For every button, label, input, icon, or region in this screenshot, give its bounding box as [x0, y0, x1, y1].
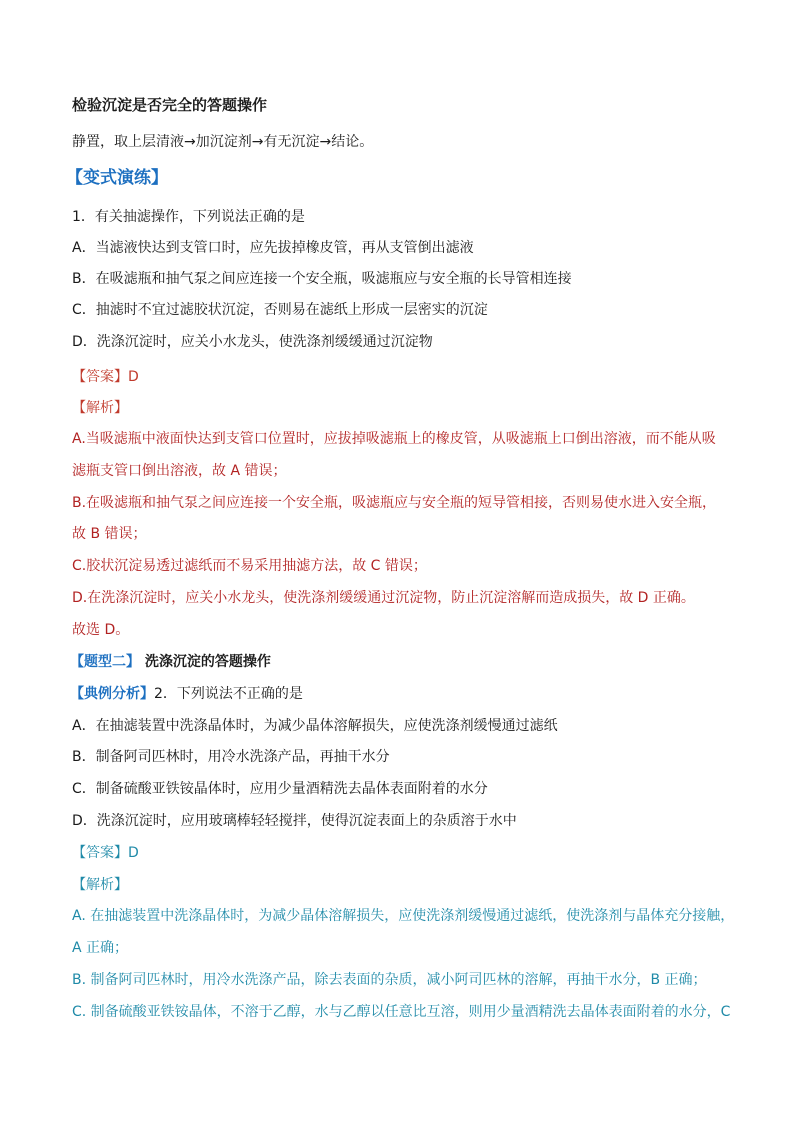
- q2-analysis-line: A 正确；: [72, 940, 129, 956]
- type2-tag: 【题型二】: [70, 654, 140, 670]
- q2-answer: [72, 843, 139, 863]
- type2-title: 洗涤沉淀的答题操作: [140, 654, 271, 670]
- q1-analysis-line: 故 B 错误；: [72, 526, 147, 542]
- procedure-line: 静置，取上层清液→加沉淀剂→有无沉淀→结论。: [72, 134, 374, 150]
- q2-analysis-line: B. 制备阿司匹林时，用冷水洗涤产品，除去表面的杂质，减小阿司匹林的溶解，再抽干水分，B 正确；: [72, 972, 707, 988]
- q2-answer-value: D: [128, 845, 139, 861]
- q1-analysis-tag: 【解析】: [72, 400, 128, 416]
- q2-analysis-line: C. 制备硫酸亚铁铵晶体，不溶于乙醇，水与乙醇以任意比互溶，则用少量酒精洗去晶体表面附着的水分，C: [72, 1004, 731, 1020]
- q2-option-c: C．制备硫酸亚铁铵晶体时，应用少量酒精洗去晶体表面附着的水分: [72, 781, 488, 797]
- q2-analysis-line: A. 在抽滤装置中洗涤晶体时，为减少晶体溶解损失，应使洗涤剂缓慢通过滤纸，使洗涤剂与晶体充分接触，: [72, 908, 735, 924]
- q2-stem-line: [70, 684, 303, 704]
- q2-option-b: B．制备阿司匹林时，用冷水洗涤产品，再抽干水分: [72, 749, 390, 765]
- section-heading: 检验沉淀是否完全的答题操作: [72, 96, 268, 114]
- q1-option-a: A．当滤液快达到支管口时，应先拔掉橡皮管，再从支管倒出滤液: [72, 240, 474, 256]
- q2-option-d: D．洗涤沉淀时，应用玻璃棒轻轻搅拌，使得沉淀表面上的杂质溶于水中: [72, 813, 517, 829]
- q1-analysis-line: D.在洗涤沉淀时，应关小水龙头，使洗涤剂缓缓通过沉淀物，防止沉淀溶解而造成损失，故 D 正确。: [72, 590, 695, 606]
- q2-option-a: A．在抽滤装置中洗涤晶体时，为减少晶体溶解损失，应使洗涤剂缓慢通过滤纸: [72, 718, 558, 734]
- q1-analysis-line: C.胶状沉淀易透过滤纸而不易采用抽滤方法，故 C 错误；: [72, 558, 427, 574]
- variant-practice-heading: 【变式演练】: [66, 168, 168, 188]
- q2-answer-tag: 【答案】: [72, 845, 128, 861]
- q1-analysis-line: 滤瓶支管口倒出溶液，故 A 错误；: [72, 463, 287, 479]
- q1-option-b: B．在吸滤瓶和抽气泵之间应连接一个安全瓶，吸滤瓶应与安全瓶的长导管相连接: [72, 271, 572, 287]
- type2-heading: [70, 652, 271, 672]
- q1-answer: [72, 367, 139, 387]
- q1-stem: 1．有关抽滤操作，下列说法正确的是: [72, 209, 305, 225]
- q1-analysis-line: A.当吸滤瓶中液面快达到支管口位置时，应拔掉吸滤瓶上的橡皮管，从吸滤瓶上口倒出溶液，而不能从吸: [72, 431, 716, 447]
- q1-answer-value: D: [128, 369, 139, 385]
- q1-option-c: C．抽滤时不宜过滤胶状沉淀，否则易在滤纸上形成一层密实的沉淀: [72, 302, 488, 318]
- q2-example-tag: 【典例分析】: [70, 686, 154, 702]
- q1-answer-tag: 【答案】: [72, 369, 128, 385]
- q1-analysis-line: B.在吸滤瓶和抽气泵之间应连接一个安全瓶，吸滤瓶应与安全瓶的短导管相接，否则易使水进入安全瓶，: [72, 495, 717, 511]
- q2-stem: 2．下列说法不正确的是: [154, 686, 303, 702]
- q1-conclusion: 故选 D。: [72, 622, 130, 638]
- q2-analysis-tag: 【解析】: [72, 877, 128, 893]
- q1-option-d: D．洗涤沉淀时，应关小水龙头，使洗涤剂缓缓通过沉淀物: [72, 334, 433, 350]
